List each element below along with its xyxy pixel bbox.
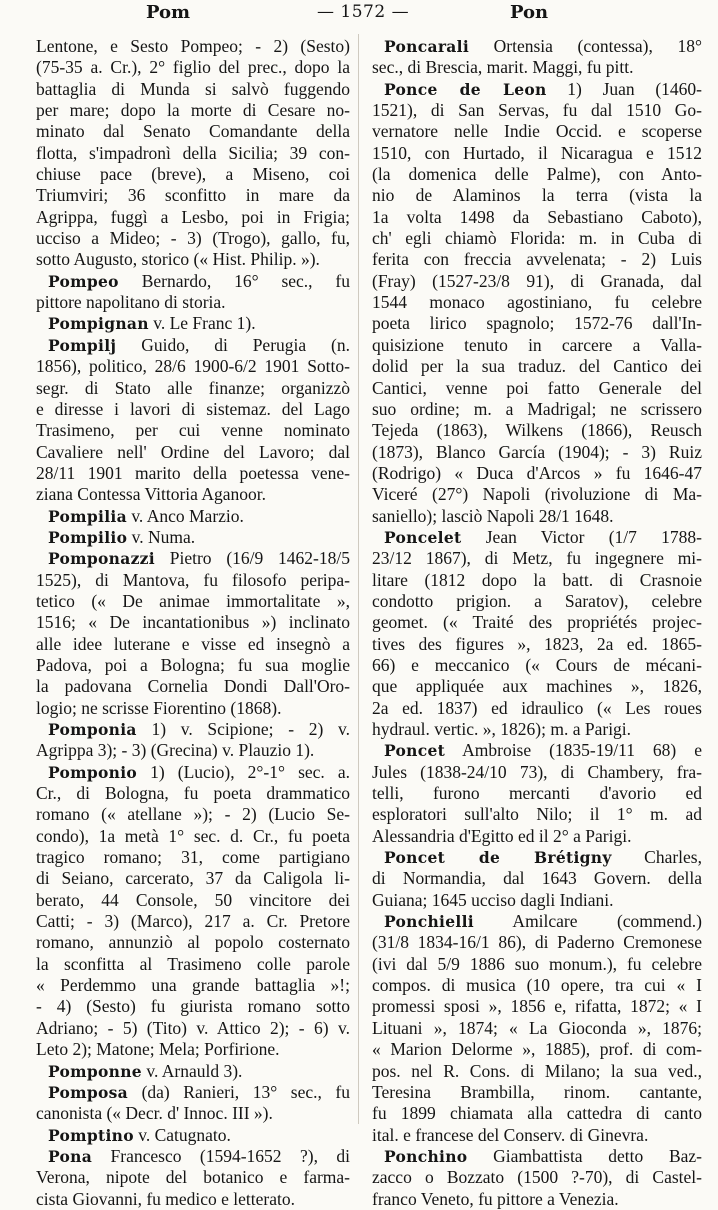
- line-text: esploratori sull'alto Nilo; il 1° m. ad: [372, 804, 702, 825]
- line-text: alle idee luterane e visse ed insegnò a: [36, 633, 350, 654]
- entry-first-line: [36, 1125, 350, 1146]
- text-line: [372, 399, 702, 420]
- entry-first-line: [36, 548, 350, 569]
- text-line: [36, 740, 350, 761]
- text-line: [372, 975, 702, 996]
- text-line: [372, 698, 702, 719]
- text-line: [372, 719, 702, 740]
- line-text: Jules (1838-24/10 73), di Chambery, fra-: [372, 761, 702, 782]
- line-text: canonista (« Decr. d' Innoc. III »).: [36, 1103, 273, 1124]
- line-text: la padovana Cornelia Dondi Dall'Oro-: [36, 676, 350, 697]
- text-line: [372, 442, 702, 463]
- text-line: [36, 442, 350, 463]
- text-line: [36, 36, 350, 57]
- line-text: 1) v. Scipione; - 2) v.: [136, 719, 350, 739]
- entry-headword: Pomponia: [48, 720, 137, 739]
- header-left-keyword: Pom: [146, 2, 191, 23]
- line-text: Guido, di Perugia (n.: [116, 334, 350, 355]
- entry-first-line: [36, 1061, 350, 1082]
- line-text: Cr., di Bologna, fu poeta drammatico: [36, 783, 350, 804]
- line-text: litare (1812 dopo la batt. di Crasnoie: [372, 569, 702, 590]
- text-line: [36, 996, 350, 1017]
- text-line: [372, 783, 702, 804]
- line-text: « Marion Delorme », 1885), prof. di com-: [372, 1039, 702, 1060]
- text-line: [372, 506, 702, 527]
- text-line: [36, 932, 350, 953]
- text-line: [372, 548, 702, 569]
- line-text: 28/11 1901 marito della poetessa vene-: [36, 462, 350, 483]
- line-text: Leto 2); Matone; Mela; Porfirione.: [36, 1039, 280, 1060]
- text-line: [372, 207, 702, 228]
- line-text: 1516; « De incantationibus ») inclinato: [36, 612, 350, 633]
- text-line: [36, 804, 350, 825]
- line-text: minato dal Senato Comandante della: [36, 121, 350, 142]
- line-text: Catti; - 3) (Marco), 217 a. Cr. Pretore: [36, 911, 350, 932]
- entry-first-line: [36, 762, 350, 783]
- line-text: di Seiano, carcerato, 37 da Caligola li-: [36, 868, 350, 889]
- line-text: zacco o Bozzato (1500 ?-70), di Castel-: [372, 1167, 702, 1188]
- text-line: [372, 185, 702, 206]
- line-text: Amilcare (commend.): [473, 911, 702, 932]
- entry-first-line: [36, 527, 350, 548]
- text-line: [36, 634, 350, 655]
- line-text: Verona, nipote del botanico e farma-: [36, 1167, 350, 1188]
- text-line: [36, 612, 350, 633]
- entry-headword: Pomponazzi: [48, 549, 155, 569]
- text-line: [372, 932, 702, 953]
- column-divider: [358, 34, 359, 1124]
- line-text: 1544 monaco agostiniano, fu celebre: [372, 292, 702, 313]
- text-line: [36, 79, 350, 100]
- line-text: Viceré (27°) Napoli (rivoluzione di Ma-: [372, 484, 702, 505]
- line-text: Triumviri; 36 sconfitto in mare da: [36, 185, 350, 206]
- text-line: [36, 378, 350, 399]
- text-line: [372, 313, 702, 334]
- line-text: - 4) (Sesto) fu giurista romano sotto: [36, 996, 350, 1017]
- entry-headword: Poncet de Brétigny: [384, 848, 612, 868]
- text-line: [36, 484, 350, 505]
- text-line: [372, 1189, 702, 1210]
- text-line: [372, 1061, 702, 1082]
- line-text: v. Arnauld 3).: [141, 1060, 243, 1081]
- entry-headword: Poncarali: [384, 37, 470, 56]
- entry-headword: Pompilj: [48, 335, 117, 355]
- line-text: Guiana; 1645 ucciso dagli Indiani.: [372, 889, 614, 910]
- line-text: 1) (Lucio), 2°-1° sec. a.: [137, 761, 350, 782]
- line-text: poeta lirico spagnolo; 1572-76 dall'In-: [372, 313, 702, 334]
- line-text: romano, annunziò al popolo costernato: [36, 932, 350, 953]
- line-text: 1856), politico, 28/6 1900-6/2 1901 Sotto-: [36, 356, 350, 377]
- entry-headword: Pona: [48, 1146, 93, 1166]
- text-line: [36, 228, 350, 249]
- entry-headword: Ponce de Leon: [384, 79, 547, 99]
- line-text: pittore napolitano di storia.: [36, 292, 226, 313]
- line-text: Jean Victor (1/7 1788-: [461, 526, 702, 547]
- line-text: Adriano; - 5) (Tito) v. Attico 2); - 6) v.: [36, 1017, 350, 1038]
- line-text: (Rodrigo) « Duca d'Arcos » fu 1646-47: [372, 462, 702, 483]
- text-line: [36, 783, 350, 804]
- text-line: [36, 698, 350, 719]
- line-text: Giambattista detto Baz-: [467, 1145, 702, 1166]
- text-line: [36, 1039, 350, 1060]
- line-text: v. Catugnato.: [133, 1124, 231, 1145]
- entry-first-line: [36, 719, 350, 740]
- right-column: [372, 36, 703, 1209]
- text-line: [36, 463, 350, 484]
- text-line: [36, 591, 350, 612]
- entry-first-line: [36, 1146, 350, 1167]
- text-line: [372, 1082, 702, 1103]
- line-text: 1a volta 1498 da Sebastiano Caboto),: [372, 206, 702, 227]
- entry-headword: Pomponio: [48, 762, 138, 782]
- line-text: 2a ed. 1837) ed idraulico (« Les roues: [372, 697, 702, 718]
- line-text: Cavaliere nell' Ordine del Lavoro; dal: [36, 441, 350, 462]
- line-text: logio; ne scrisse Fiorentino (1868).: [36, 697, 282, 718]
- line-text: Padova, poi a Bologna; fu sua moglie: [36, 654, 350, 675]
- text-line: [372, 676, 702, 697]
- entry-first-line: [36, 313, 350, 334]
- line-text: Teresina Brambilla, rinom. cantante,: [372, 1081, 702, 1102]
- text-line: [36, 164, 350, 185]
- line-text: Ambroise (1835-19/11 68) e: [445, 740, 702, 761]
- text-line: [372, 100, 702, 121]
- line-text: la sconfitta al Trasimeno colle parole: [36, 953, 350, 974]
- line-text: Charles,: [611, 847, 702, 868]
- text-line: [36, 356, 350, 377]
- line-text: condo), 1a metà 1° sec. d. Cr., fu poeta: [36, 825, 350, 846]
- entry-first-line: [372, 527, 702, 548]
- line-text: suo ordine; m. a Madrigal; ne scrissero: [372, 398, 702, 419]
- text-line: [372, 804, 702, 825]
- entry-headword: Poncet: [384, 741, 446, 761]
- line-text: nio de Alaminos la terra (vista la: [372, 185, 702, 206]
- entry-first-line: [372, 911, 702, 932]
- text-line: [372, 228, 702, 249]
- text-line: [372, 121, 702, 142]
- text-line: [372, 954, 702, 975]
- line-text: saniello); lasciò Napoli 28/1 1648.: [372, 505, 614, 526]
- line-text: (1873), Blanco García (1904); - 3) Ruiz: [372, 441, 702, 462]
- line-text: promessi sposi », 1856 e, rifatta, 1872; « I: [372, 996, 702, 1017]
- line-text: ucciso a Mideo; - 3) (Trogo), gallo, fu,: [36, 228, 350, 249]
- line-text: Pietro (16/9 1462-18/5: [154, 548, 350, 569]
- text-line: [36, 911, 350, 932]
- line-text: tragico romano; 31, come partigiano: [36, 847, 350, 868]
- line-text: « Perdemmo una grande battaglia »!;: [36, 975, 350, 996]
- text-line: [36, 826, 350, 847]
- text-line: [372, 996, 702, 1017]
- line-text: v. Anco Marzio.: [126, 505, 244, 526]
- entry-first-line: [36, 1082, 350, 1103]
- text-line: [36, 570, 350, 591]
- line-text: dolid per la sua traduz. del Cantico dei: [372, 356, 702, 377]
- text-line: [372, 378, 702, 399]
- line-text: (Fray) (1527-23/8 91), di Granada, dal: [372, 270, 702, 291]
- left-column: [36, 36, 350, 1209]
- entry-first-line: [372, 847, 702, 868]
- line-text: Bernardo, 16° sec., fu: [118, 270, 350, 291]
- text-line: [372, 356, 702, 377]
- page-number: — 1572 —: [317, 2, 410, 22]
- line-text: Lituani », 1874; « La Gioconda », 1876;: [372, 1017, 702, 1038]
- text-line: [372, 826, 702, 847]
- entry-headword: Ponchielli: [384, 912, 474, 932]
- line-text: Francesco (1594-1652 ?), di: [92, 1145, 350, 1166]
- entry-headword: Pompignan: [48, 314, 149, 334]
- entry-headword: Pompilio: [48, 527, 128, 547]
- line-text: Lentone, e Sesto Pompeo; - 2) (Sesto): [36, 36, 350, 56]
- line-text: tetico (« De animae immortalitate »,: [36, 590, 350, 611]
- entry-headword: Pompilia: [48, 506, 127, 526]
- line-text: Agrippa 3); - 3) (Grecina) v. Plauzio 1).: [36, 740, 315, 761]
- line-text: 66) e meccanico (« Cours de mécani-: [372, 654, 702, 675]
- header-right-keyword: Pon: [510, 2, 549, 23]
- line-text: (75-35 a. Cr.), 2° figlio del prec., dopo la: [36, 57, 350, 78]
- text-line: [36, 57, 350, 78]
- line-text: hydraul. vertic. », 1826); m. a Parigi.: [372, 719, 632, 739]
- line-text: romano (« atellane »); - 2) (Lucio Se-: [36, 804, 350, 825]
- entry-headword: Ponchino: [384, 1146, 468, 1166]
- line-text: vernatore nelle Indie Occid. e scoperse: [372, 121, 702, 142]
- text-line: [36, 143, 350, 164]
- text-line: [372, 164, 702, 185]
- line-text: 1510, con Hurtado, il Nicaragua e 1512: [372, 142, 702, 163]
- line-text: Alessandria d'Egitto ed il 2° a Parigi.: [372, 825, 632, 846]
- text-line: [36, 1189, 350, 1210]
- line-text: (31/8 1834-16/1 86), di Paderno Cremonese: [372, 932, 702, 953]
- line-text: berato, 44 Console, 50 vincitore dei: [36, 889, 350, 910]
- entry-headword: Pomptino: [48, 1125, 134, 1145]
- text-line: [36, 1018, 350, 1039]
- entry-first-line: [36, 335, 350, 356]
- line-text: pos. nel R. Cons. di Milano; la sua ved.,: [372, 1060, 702, 1081]
- text-line: [372, 271, 702, 292]
- entry-first-line: [372, 740, 702, 761]
- entry-first-line: [372, 36, 702, 57]
- line-text: sotto Augusto, storico (« Hist. Philip. »).: [36, 249, 320, 270]
- entry-first-line: [372, 79, 702, 100]
- text-line: [372, 612, 702, 633]
- line-text: ferita con freccia avvelenata; - 2) Luis: [372, 249, 702, 270]
- entry-headword: Pomponne: [48, 1061, 142, 1081]
- text-line: [36, 1167, 350, 1188]
- line-text: ziana Contessa Vittoria Aganoor.: [36, 484, 266, 505]
- text-line: [36, 121, 350, 142]
- line-text: (da) Ranieri, 13° sec., fu: [128, 1081, 350, 1102]
- line-text: cista Giovanni, fu medico e letterato.: [36, 1188, 296, 1209]
- entry-headword: Poncelet: [384, 527, 462, 547]
- text-line: [36, 655, 350, 676]
- text-line: [372, 570, 702, 591]
- text-line: [36, 975, 350, 996]
- text-line: [372, 57, 702, 78]
- line-text: Trasimeno, per cui venne nominato: [36, 420, 350, 441]
- text-line: [372, 1039, 702, 1060]
- line-text: compos. di musica (10 opere, tra cui « I: [372, 975, 702, 996]
- text-line: [36, 1103, 350, 1124]
- line-text: fu 1899 chiamata alla cattedra di canto: [372, 1103, 702, 1124]
- text-line: [372, 249, 702, 270]
- line-text: segr. di Stato alle finanze; organizzò: [36, 377, 350, 398]
- line-text: franco Veneto, fu pittore a Venezia.: [372, 1188, 619, 1209]
- text-line: [36, 399, 350, 420]
- entry-headword: Pomposa: [48, 1082, 129, 1102]
- text-line: [36, 292, 350, 313]
- text-line: [372, 1167, 702, 1188]
- line-text: quisizione tenuto in carcere a Valla-: [372, 334, 702, 355]
- entry-first-line: [36, 506, 350, 527]
- line-text: ital. e francese del Conserv. di Ginevra.: [372, 1124, 649, 1145]
- text-line: [372, 335, 702, 356]
- text-line: [372, 655, 702, 676]
- line-text: flotta, s'impadronì della Sicilia; 39 con-: [36, 142, 350, 163]
- line-text: telli, furono mercanti d'avorio ed: [372, 783, 702, 804]
- text-line: [36, 185, 350, 206]
- line-text: tives des figures », 1823, 2a ed. 1865-: [372, 633, 702, 654]
- line-text: v. Le Franc 1).: [148, 313, 256, 334]
- running-header: [0, 2, 718, 28]
- text-line: [372, 591, 702, 612]
- entry-first-line: [372, 1146, 702, 1167]
- entry-first-line: [36, 271, 350, 292]
- line-text: 23/12 1867), di Metz, fu ingegnere mi-: [372, 548, 702, 569]
- line-text: que appliquée aux machines », 1826,: [372, 676, 702, 697]
- line-text: condotto prigion. a Saratov), celebre: [372, 590, 702, 611]
- line-text: geomet. (« Traité des propriétés projec-: [372, 612, 702, 633]
- line-text: battaglia di Munda si salvò fuggendo: [36, 78, 350, 99]
- line-text: ch' egli chiamò Florida: m. in Cuba di: [372, 228, 702, 249]
- text-line: [372, 484, 702, 505]
- text-line: [372, 420, 702, 441]
- text-line: [372, 868, 702, 889]
- line-text: 1) Juan (1460-: [546, 78, 703, 99]
- line-text: chiuse pace (breve), a Miseno, coi: [36, 164, 350, 185]
- line-text: Tejeda (1863), Wilkens (1866), Reusch: [372, 420, 702, 441]
- text-line: [372, 1125, 702, 1146]
- text-line: [372, 292, 702, 313]
- text-line: [36, 100, 350, 121]
- text-line: [36, 868, 350, 889]
- text-line: [372, 634, 702, 655]
- line-text: (la domenica delle Palme), con Anto-: [372, 164, 702, 185]
- text-line: [372, 1018, 702, 1039]
- line-text: v. Numa.: [127, 526, 196, 547]
- text-line: [372, 890, 702, 911]
- entry-headword: Pompeo: [48, 271, 119, 291]
- line-text: 1521), di San Servas, fu dal 1510 Go-: [372, 100, 702, 121]
- line-text: Agrippa, fuggì a Lesbo, poi in Frigia;: [36, 206, 350, 227]
- line-text: (ivi dal 5/9 1886 suo monum.), fu celebre: [372, 953, 702, 974]
- text-line: [36, 207, 350, 228]
- line-text: Cantici, venne poi fatto Generale del: [372, 377, 702, 398]
- line-text: e diresse i lavori di sistemaz. del Lago: [36, 398, 350, 419]
- text-line: [372, 143, 702, 164]
- text-line: [372, 463, 702, 484]
- line-text: 1525), di Mantova, fu filosofo peripa-: [36, 569, 350, 590]
- text-line: [36, 890, 350, 911]
- text-line: [372, 762, 702, 783]
- line-text: Ortensia (contessa), 18°: [469, 36, 702, 56]
- text-line: [36, 249, 350, 270]
- line-text: per mare; dopo la morte di Cesare no-: [36, 100, 350, 121]
- text-line: [36, 420, 350, 441]
- line-text: sec., di Brescia, marit. Maggi, fu pitt.: [372, 57, 634, 78]
- text-line: [36, 676, 350, 697]
- text-line: [372, 1103, 702, 1124]
- text-line: [36, 847, 350, 868]
- line-text: di Normandia, dal 1643 Govern. della: [372, 868, 702, 889]
- text-line: [36, 954, 350, 975]
